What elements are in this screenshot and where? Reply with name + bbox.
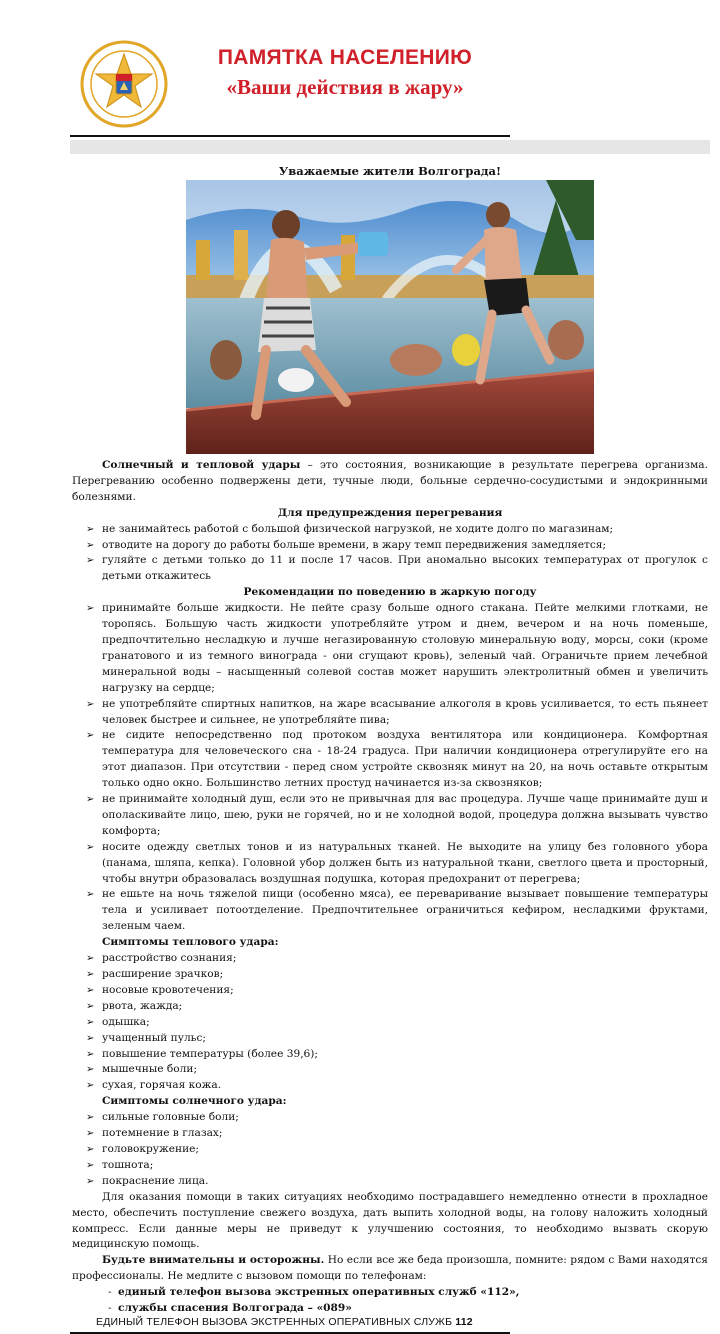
arrow-bullet-icon: ➢ [86, 730, 95, 742]
careful-bold: Будьте внимательны и осторожны. [102, 1254, 325, 1267]
footer [96, 1316, 473, 1328]
list-item: ➢ расширение зрачков; [72, 967, 708, 983]
list-item: ➢ носовые кровотечения; [72, 983, 708, 999]
sunstroke-list [72, 1110, 708, 1190]
arrow-bullet-icon: ➢ [86, 1048, 95, 1060]
list-item: ➢ рвота, жажда; [72, 999, 708, 1015]
sunstroke-heading: Симптомы солнечного удара: [102, 1095, 287, 1108]
list-item: ➢ сухая, горячая кожа. [72, 1078, 708, 1094]
page-subtitle: «Ваши действия в жару» [226, 75, 464, 99]
list-item: ➢ не сидите непосредственно под протоком воздуха вентилятора или кондиционера. Комфортная температура для человеческого сна - 18-24 градуса. При наличии кондиционера отрегулируйте его на этот диапазон. При отсутствии - перед сном устройте сквозняк минут на 20, на ночь оставьте открытым только одно окно. Большинство летних простуд начинается из-за сквозняков; [86, 729, 708, 790]
title-block [180, 44, 510, 102]
phones-list [72, 1285, 708, 1317]
heatstroke-heading: Симптомы теплового удара: [102, 936, 279, 949]
list-item: ➢ тошнота; [72, 1158, 708, 1174]
arrow-bullet-icon: ➢ [86, 953, 95, 965]
list-item: ➢ носите одежду светлых тонов и из натуральных тканей. Не выходите на улицу без головного убора (панама, шляпа, кепка). Головной убор должен быть из натуральной ткани, светлого цвета и просторный, чтобы внутри образовалась воздушная подушка, которая предохранит от перегрева; [86, 840, 708, 885]
fountain-photo [186, 180, 594, 454]
list-item: ➢ принимайте больше жидкости. Не пейте сразу больше одного стакана. Пейте мелкими глотками, не торопясь. Большую часть жидкости употребляйте утром и днем, вечером и на ночь поменьше, предпочтительно несладкую и лучше негазированную столовую минеральную воду, морсы, соки (кроме гранатового и из темного винограда - они сгущают кровь), зеленый чай. Ограничьте прием лечебной минеральной воды – насыщенный солевой состав может нарушить электролитный обмен и увеличить нагрузку на сердце; [86, 602, 708, 694]
arrow-bullet-icon: ➢ [86, 1143, 95, 1155]
arrow-bullet-icon: ➢ [86, 1159, 95, 1171]
list-item: ➢ учащенный пульс; [72, 1031, 708, 1047]
list-item: ➢ расстройство сознания; [72, 951, 708, 967]
list-item: ➢ потемнение в глазах; [72, 1126, 708, 1142]
arrow-bullet-icon: ➢ [86, 889, 95, 901]
list-item: ➢ мышечные боли; [72, 1062, 708, 1078]
arrow-bullet-icon: ➢ [86, 1080, 95, 1092]
arrow-bullet-icon: ➢ [86, 1032, 95, 1044]
arrow-bullet-icon: ➢ [86, 1000, 95, 1012]
intro-paragraph [72, 458, 708, 506]
page-title: ПАМЯТКА НАСЕЛЕНИЮ [217, 46, 473, 69]
footer-number: 112 [455, 1316, 473, 1328]
list-item: ➢ не ешьте на ночь тяжелой пищи (особенно мяса), ее переваривание вызывает повышение температуры тела и усиливает потоотделение. Предпочтительнее ограничиться кефиром, несладкими фруктами, зеленым чаем. [86, 888, 708, 933]
list-item: ➢ не принимайте холодный душ, если это не привычная для вас процедура. Лучше чаще принимайте душ и ополаскивайте лицо, шею, руки не горячей, но и не холодной водой, процедура должна вызывать чувство комфорта; [86, 793, 708, 837]
greeting: Уважаемые жители Волгограда! [278, 164, 502, 178]
prevention-heading: Для предупреждения перегревания [277, 506, 503, 519]
list-item: ➢ одышка; [72, 1015, 708, 1031]
arrow-bullet-icon: ➢ [86, 841, 95, 853]
list-item: ➢ не употребляйте спиртных напитков, на жаре всасывание алкоголя в кровь усиливается, то есть пьянеет человек быстрее и сильнее, не употребляйте пива; [86, 697, 708, 726]
arrow-bullet-icon: ➢ [86, 1064, 95, 1076]
help-paragraph: Для оказания помощи в таких ситуациях необходимо пострадавшего немедленно отнести в прохладное место, обеспечить поступление свежего воздуха, дать выпить холодной воды, на голову наложить холодный компресс. Если данные меры не приведут к улучшению состояния, то необходимо вызвать скорую медицинскую помощь. [72, 1190, 708, 1251]
arrow-bullet-icon: ➢ [86, 603, 95, 615]
intro-text: – это состояния, возникающие в результате перегрева организма. Перегреванию особенно подвержены дети, тучные люди, больные сердечно-сосудистыми и эндокринными болезнями. [72, 459, 708, 503]
list-item: ➢ гуляйте с детьми только до 11 и после 17 часов. При аномально высоких температурах от прогулок с детьми откажитесь [86, 554, 708, 583]
emblem-logo [80, 40, 168, 128]
recommendations-list [72, 601, 708, 935]
arrow-bullet-icon: ➢ [86, 984, 95, 996]
list-item: ➢ отводите на дорогу до работы больше времени, в жару темп передвижения замедляется; [72, 538, 708, 554]
intro-bold: Солнечный и тепловой удары [102, 459, 301, 471]
arrow-bullet-icon: ➢ [86, 1175, 95, 1187]
arrow-bullet-icon: ➢ [86, 523, 95, 535]
phone-item: - службы спасения Волгограда – «089» [108, 1302, 352, 1315]
prevention-list [72, 522, 708, 586]
arrow-bullet-icon: ➢ [86, 1112, 95, 1124]
footer-text: ЕДИНЫЙ ТЕЛЕФОН ВЫЗОВА ЭКСТРЕННЫХ ОПЕРАТИВНЫХ СЛУЖБ [96, 1316, 453, 1328]
list-item: ➢ покраснение лица. [72, 1174, 708, 1190]
arrow-bullet-icon: ➢ [86, 794, 95, 806]
arrow-bullet-icon: ➢ [86, 969, 95, 980]
list-item: ➢ головокружение; [72, 1142, 708, 1158]
arrow-bullet-icon: ➢ [86, 1128, 95, 1140]
top-divider [70, 135, 510, 137]
careful-paragraph [72, 1253, 708, 1285]
arrow-bullet-icon: ➢ [86, 1016, 95, 1028]
memo-body [72, 458, 708, 1317]
list-item: ➢ сильные головные боли; [72, 1110, 708, 1126]
heatstroke-list [72, 951, 708, 1094]
arrow-bullet-icon: ➢ [86, 539, 95, 551]
list-item: ➢ не занимайтесь работой с большой физической нагрузкой, не ходите долго по магазинам; [72, 522, 708, 538]
arrow-bullet-icon: ➢ [86, 555, 95, 567]
arrow-bullet-icon: ➢ [86, 698, 95, 710]
list-item: ➢ повышение температуры (более 39,6); [72, 1047, 708, 1063]
grey-band [70, 140, 710, 154]
phone-item: - единый телефон вызова экстренных оперативных служб «112», [108, 1286, 520, 1299]
careful-text: Но если все же беда произошла, помните: рядом с Вами находятся профессионалы. Не медлите с вызовом помощи по телефонам: [72, 1254, 708, 1283]
recommendations-heading: Рекомендации по поведению в жаркую погоду [243, 586, 537, 599]
